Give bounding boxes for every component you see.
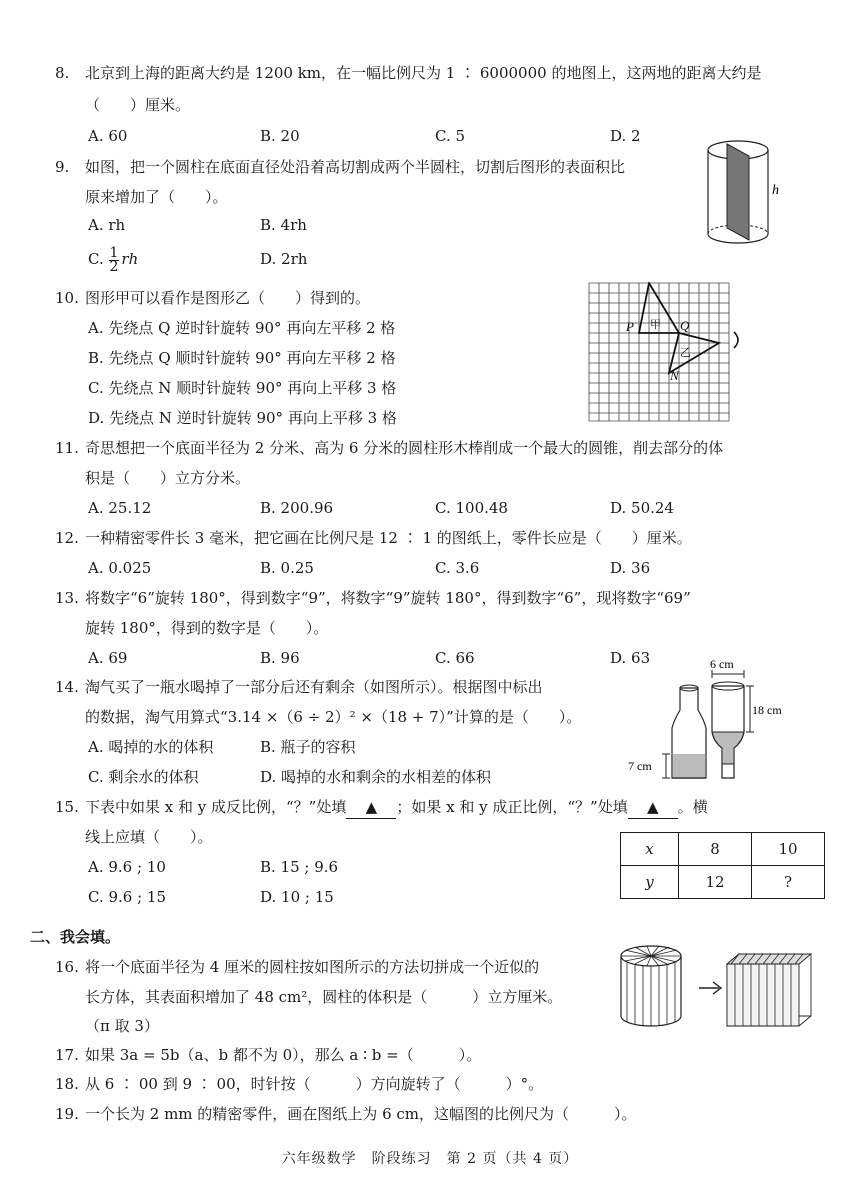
section-title: 二、我会填。 (30, 928, 121, 946)
option-b: B. 先绕点 Q 顺时针旋转 90° 再向左平移 2 格 (88, 349, 396, 367)
question-text: 如果 3a = 5b（a、b 都不为 0），那么 a ∶ b =（ ）。 (85, 1046, 482, 1064)
option-c: C. 66 (435, 649, 475, 667)
option-d: D. 先绕点 N 逆时针旋转 90° 再向上平移 3 格 (88, 409, 397, 427)
table-cell: 12 (679, 866, 752, 899)
question-text: 积是（ ）立方分米。 (85, 469, 251, 487)
question-number: 9. (55, 158, 70, 176)
option-c: C. 先绕点 N 顺时针旋转 90° 再向上平移 3 格 (88, 379, 397, 397)
option-a: A. 9.6 ; 10 (88, 858, 166, 876)
question-text: 的数据，淘气用算式“3.14 ×（6 ÷ 2）² ×（18 + 7）”计算的是（ ）。 (85, 708, 582, 726)
option-c: C. 5 (435, 127, 466, 145)
question-number: 17. (55, 1046, 79, 1064)
table-cell: ? (752, 866, 825, 899)
question-number: 14. (55, 678, 79, 696)
question-text: 将一个底面半径为 4 厘米的圆柱按如图所示的方法切拼成一个近似的 (85, 958, 540, 976)
label-7cm: 7 cm (628, 759, 652, 773)
label-p: P (626, 319, 634, 334)
question-text: （ ）厘米。 (85, 96, 191, 114)
question-text: 将数字“6”旋转 180°，得到数字“9”，将数字“9”旋转 180°，得到数字“6”，现将数字“69” (85, 589, 691, 607)
option-d: D. 63 (610, 649, 651, 667)
cylinder-cut-figure (700, 138, 790, 250)
question-number: 10. (55, 289, 79, 307)
option-a: A. 喝掉的水的体积 (88, 738, 214, 756)
option-b: B. 4rh (260, 216, 307, 234)
question-text: 如图，把一个圆柱在底面直径处沿着高切割成两个半圆柱，切割后图形的表面积比 (85, 158, 626, 176)
xy-table (620, 832, 825, 899)
option-d: D. 10 ; 15 (260, 888, 334, 906)
q15-text-a: 下表中如果 x 和 y 成反比例，“？”处填 (85, 798, 347, 816)
question-text: 一种精密零件长 3 毫米，把它画在比例尺是 12 ∶ 1 的图纸上，零件长应是（ ）厘米。 (85, 529, 692, 547)
question-text: 线上应填（ ）。 (85, 828, 213, 846)
question-text: 从 6 ∶ 00 到 9 ∶ 00，时针按（ ）方向旋转了（ ）°。 (85, 1075, 544, 1093)
label-n: N (670, 368, 679, 383)
table-cell: x (621, 833, 679, 866)
option-b: B. 200.96 (260, 499, 334, 517)
question-text: 原来增加了（ ）。 (85, 188, 228, 206)
option-d: D. 50.24 (610, 499, 674, 517)
table-cell: 10 (752, 833, 825, 866)
option-d: D. 2 (610, 127, 641, 145)
question-text: 一个长为 2 mm 的精密零件，画在图纸上为 6 cm，这幅图的比例尺为（ ）。 (85, 1105, 637, 1123)
option-c: C. 9.6 ; 15 (88, 888, 167, 906)
label-yi: 乙 (680, 346, 691, 359)
fraction-denominator: 2 (109, 258, 119, 275)
label-18cm: 18 cm (752, 703, 782, 717)
option-a: A. 60 (88, 127, 128, 145)
option-b: B. 96 (260, 649, 300, 667)
option-d: D. 喝掉的水和剩余的水相差的体积 (260, 768, 492, 786)
bottle-figure (628, 656, 808, 786)
q15-text-c: 。横 (677, 798, 708, 816)
question-number: 18. (55, 1075, 79, 1093)
grid-figure (588, 282, 748, 422)
question-number: 15. (55, 798, 79, 816)
option-c: C. 剩余水的体积 (88, 768, 199, 786)
option-c: C. 100.48 (435, 499, 508, 517)
q15-text-b: ；如果 x 和 y 成正比例，“？”处填 (396, 798, 628, 816)
triangle-blank: ▲ (346, 796, 396, 819)
question-text: 图形甲可以看作是图形乙（ ）得到的。 (85, 289, 371, 307)
label-6cm: 6 cm (710, 657, 734, 671)
option-c (88, 245, 138, 274)
question-text: 旋转 180°，得到的数字是（ ）。 (85, 619, 329, 637)
option-c-suffix: rh (121, 250, 139, 268)
option-a: A. rh (88, 216, 126, 234)
triangle-blank: ▲ (628, 796, 678, 819)
question-number: 11. (55, 439, 79, 457)
fraction (109, 244, 120, 275)
question-text: 奇思想把一个底面半径为 2 分米、高为 6 分米的圆柱形木棒削成一个最大的圆锥，削去部分的体 (85, 439, 724, 457)
option-c: C. 3.6 (435, 559, 480, 577)
cylinder-to-cuboid-figure (615, 942, 840, 1028)
question-number: 12. (55, 529, 79, 547)
question-number: 13. (55, 589, 79, 607)
question-text: （π 取 3） (85, 1017, 159, 1035)
table-row (621, 833, 825, 866)
question-number: 16. (55, 958, 79, 976)
option-b: B. 0.25 (260, 559, 314, 577)
question-text: 淘气买了一瓶水喝掉了一部分后还有剩余（如图所示）。根据图中标出 (85, 678, 543, 696)
label-jia: 甲 (650, 318, 661, 331)
option-d: D. 36 (610, 559, 651, 577)
option-a: A. 25.12 (88, 499, 152, 517)
question-number: 19. (55, 1105, 79, 1123)
label-q: Q (680, 318, 690, 333)
table-row (621, 866, 825, 899)
option-a: A. 69 (88, 649, 128, 667)
table-cell: y (621, 866, 679, 899)
question-number: 8. (55, 64, 70, 82)
fraction-numerator: 1 (109, 244, 119, 261)
h-label: h (772, 183, 779, 198)
option-a: A. 先绕点 Q 逆时针旋转 90° 再向左平移 2 格 (88, 319, 396, 337)
table-cell: 8 (679, 833, 752, 866)
question-text: 长方体，其表面积增加了 48 cm²，圆柱的体积是（ ）立方厘米。 (85, 988, 563, 1006)
option-b: B. 瓶子的容积 (260, 738, 356, 756)
option-b: B. 15 ; 9.6 (260, 858, 339, 876)
question-text (85, 796, 708, 819)
option-c-prefix: C. (88, 250, 104, 268)
option-b: B. 20 (260, 127, 300, 145)
page-footer: 六年级数学 阶段练习 第 2 页（共 4 页） (281, 1151, 579, 1167)
option-a: A. 0.025 (88, 559, 152, 577)
option-d: D. 2rh (260, 250, 308, 268)
question-text: 北京到上海的距离大约是 1200 km，在一幅比例尺为 1 ∶ 6000000 的地图上，这两地的距离大约是 (85, 64, 762, 82)
